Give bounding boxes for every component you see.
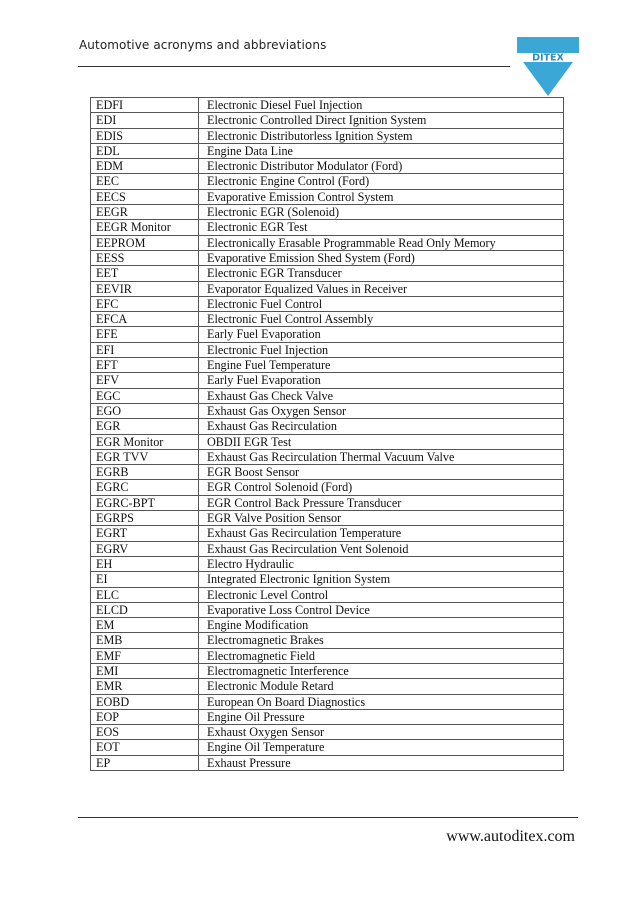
definition-cell: European On Board Diagnostics [199, 694, 564, 709]
acronym-cell: EFI [91, 342, 199, 357]
acronym-cell: EGRB [91, 465, 199, 480]
table-row [91, 266, 564, 281]
definition-cell: Engine Fuel Temperature [199, 358, 564, 373]
header-divider [78, 66, 510, 67]
definition-cell: EGR Control Back Pressure Transducer [199, 495, 564, 510]
definition-cell: Electromagnetic Interference [199, 663, 564, 678]
definition-cell: Early Fuel Evaporation [199, 327, 564, 342]
table-row [91, 663, 564, 678]
table-row [91, 556, 564, 571]
definition-cell: Exhaust Gas Check Valve [199, 388, 564, 403]
definition-cell: EGR Boost Sensor [199, 465, 564, 480]
definition-cell: Electronic Diesel Fuel Injection [199, 98, 564, 113]
acronym-cell: EI [91, 572, 199, 587]
acronym-cell: EFE [91, 327, 199, 342]
table-row [91, 740, 564, 755]
table-row [91, 511, 564, 526]
table-row [91, 465, 564, 480]
acronym-cell: EM [91, 618, 199, 633]
table-row [91, 205, 564, 220]
definition-cell: OBDII EGR Test [199, 434, 564, 449]
acronym-cell: EGRV [91, 541, 199, 556]
definition-cell: Electronic Engine Control (Ford) [199, 174, 564, 189]
acronym-cell: EGR Monitor [91, 434, 199, 449]
definition-cell: Electronic EGR Transducer [199, 266, 564, 281]
definition-cell: EGR Valve Position Sensor [199, 511, 564, 526]
definition-cell: Electromagnetic Brakes [199, 633, 564, 648]
definition-cell: Exhaust Oxygen Sensor [199, 725, 564, 740]
definition-cell: Evaporator Equalized Values in Receiver [199, 281, 564, 296]
definition-cell: Electronic Controlled Direct Ignition System [199, 113, 564, 128]
ditex-logo-text: DITEX [532, 52, 564, 64]
table-row [91, 541, 564, 556]
table-row [91, 602, 564, 617]
definition-cell: Electronic Fuel Control Assembly [199, 312, 564, 327]
definition-cell: Early Fuel Evaporation [199, 373, 564, 388]
page-header-title: Automotive acronyms and abbreviations [79, 38, 327, 52]
definition-cell: Exhaust Gas Oxygen Sensor [199, 403, 564, 418]
footer-url: www.autoditex.com [446, 828, 575, 845]
table-row [91, 648, 564, 663]
table-row [91, 98, 564, 113]
table-row [91, 403, 564, 418]
table-row [91, 679, 564, 694]
definition-cell: Electronic Distributor Modulator (Ford) [199, 159, 564, 174]
definition-cell: Electronic EGR Test [199, 220, 564, 235]
acronym-cell: EEVIR [91, 281, 199, 296]
definition-cell: EGR Control Solenoid (Ford) [199, 480, 564, 495]
table-row [91, 495, 564, 510]
table-row [91, 235, 564, 250]
table-row [91, 434, 564, 449]
acronym-cell: EFC [91, 296, 199, 311]
acronym-cell: EOT [91, 740, 199, 755]
definition-cell: Exhaust Pressure [199, 755, 564, 770]
acronym-cell: ELC [91, 587, 199, 602]
definition-cell: Engine Data Line [199, 143, 564, 158]
acronym-cell: EDL [91, 143, 199, 158]
table-row [91, 128, 564, 143]
table-row [91, 312, 564, 327]
acronym-table [90, 97, 564, 771]
acronym-cell: EGRC-BPT [91, 495, 199, 510]
table-row [91, 755, 564, 770]
table-row [91, 113, 564, 128]
definition-cell: Electronic Module Retard [199, 679, 564, 694]
table-row [91, 388, 564, 403]
definition-cell: Evaporative Emission Shed System (Ford) [199, 250, 564, 265]
acronym-cell: EECS [91, 189, 199, 204]
footer-divider [78, 817, 578, 818]
table-row [91, 694, 564, 709]
table-row [91, 358, 564, 373]
acronym-cell: EEPROM [91, 235, 199, 250]
acronym-cell: EOS [91, 725, 199, 740]
table-row [91, 633, 564, 648]
table-row [91, 618, 564, 633]
definition-cell: Electronic EGR (Solenoid) [199, 205, 564, 220]
acronym-cell: EET [91, 266, 199, 281]
acronym-cell: EOP [91, 709, 199, 724]
table-row [91, 725, 564, 740]
table-row [91, 159, 564, 174]
table-row [91, 143, 564, 158]
acronym-cell: EESS [91, 250, 199, 265]
acronym-cell: EMR [91, 679, 199, 694]
table-row [91, 709, 564, 724]
table-row [91, 281, 564, 296]
acronym-cell: EFCA [91, 312, 199, 327]
acronym-cell: EDIS [91, 128, 199, 143]
definition-cell: Integrated Electronic Ignition System [199, 572, 564, 587]
table-row [91, 587, 564, 602]
acronym-cell: ELCD [91, 602, 199, 617]
acronym-cell: EH [91, 556, 199, 571]
acronym-cell: EP [91, 755, 199, 770]
definition-cell: Electro Hydraulic [199, 556, 564, 571]
acronym-cell: EEGR [91, 205, 199, 220]
table-row [91, 572, 564, 587]
acronym-cell: EGC [91, 388, 199, 403]
acronym-cell: EEC [91, 174, 199, 189]
definition-cell: Exhaust Gas Recirculation Vent Solenoid [199, 541, 564, 556]
acronym-cell: EGO [91, 403, 199, 418]
definition-cell: Electronic Distributorless Ignition System [199, 128, 564, 143]
acronym-cell: EMB [91, 633, 199, 648]
definition-cell: Electronically Erasable Programmable Read Only Memory [199, 235, 564, 250]
table-row [91, 449, 564, 464]
acronym-cell: EMI [91, 663, 199, 678]
acronym-cell: EDI [91, 113, 199, 128]
table-row [91, 480, 564, 495]
definition-cell: Electromagnetic Field [199, 648, 564, 663]
definition-cell: Evaporative Loss Control Device [199, 602, 564, 617]
ditex-logo-graphic [517, 37, 579, 97]
acronym-cell: EOBD [91, 694, 199, 709]
acronym-cell: EFT [91, 358, 199, 373]
acronym-cell: EGRPS [91, 511, 199, 526]
definition-cell: Exhaust Gas Recirculation Thermal Vacuum Valve [199, 449, 564, 464]
definition-cell: Evaporative Emission Control System [199, 189, 564, 204]
table-row [91, 250, 564, 265]
table-row [91, 220, 564, 235]
table-row [91, 373, 564, 388]
acronym-cell: EMF [91, 648, 199, 663]
acronym-cell: EDFI [91, 98, 199, 113]
definition-cell: Engine Modification [199, 618, 564, 633]
table-row [91, 296, 564, 311]
acronym-cell: EGR [91, 419, 199, 434]
definition-cell: Electronic Fuel Control [199, 296, 564, 311]
definition-cell: Engine Oil Pressure [199, 709, 564, 724]
acronym-cell: EGR TVV [91, 449, 199, 464]
acronym-cell: EGRT [91, 526, 199, 541]
acronym-cell: EFV [91, 373, 199, 388]
acronym-cell: EEGR Monitor [91, 220, 199, 235]
table-row [91, 342, 564, 357]
acronym-cell: EGRC [91, 480, 199, 495]
table-row [91, 419, 564, 434]
definition-cell: Exhaust Gas Recirculation Temperature [199, 526, 564, 541]
definition-cell: Electronic Level Control [199, 587, 564, 602]
table-row [91, 526, 564, 541]
acronym-table-container [90, 97, 564, 771]
table-row [91, 174, 564, 189]
table-row [91, 327, 564, 342]
acronym-cell: EDM [91, 159, 199, 174]
definition-cell: Electronic Fuel Injection [199, 342, 564, 357]
definition-cell: Exhaust Gas Recirculation [199, 419, 564, 434]
table-row [91, 189, 564, 204]
definition-cell: Engine Oil Temperature [199, 740, 564, 755]
ditex-logo [517, 37, 579, 97]
